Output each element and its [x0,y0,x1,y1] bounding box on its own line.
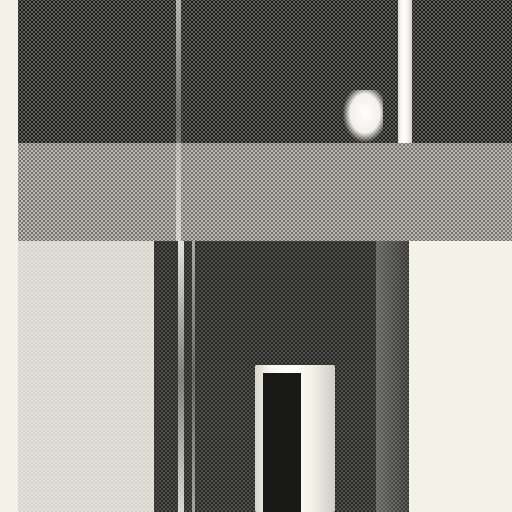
vertical-paper-crease-secondary [192,241,195,512]
building-right-edge [376,241,409,512]
vertical-paper-crease [178,241,184,512]
building-window-opening [263,373,301,512]
top-vertical-pole [398,0,412,143]
lower-right-pale-panel [409,241,512,512]
top-dark-texture [18,0,512,143]
upper-paper-crease [176,0,181,241]
central-building-photo [154,241,409,512]
horizontal-halftone-band [18,143,512,241]
left-paper-edge [0,0,18,512]
top-highlight-patch [343,90,383,142]
lower-left-texture [18,241,154,512]
